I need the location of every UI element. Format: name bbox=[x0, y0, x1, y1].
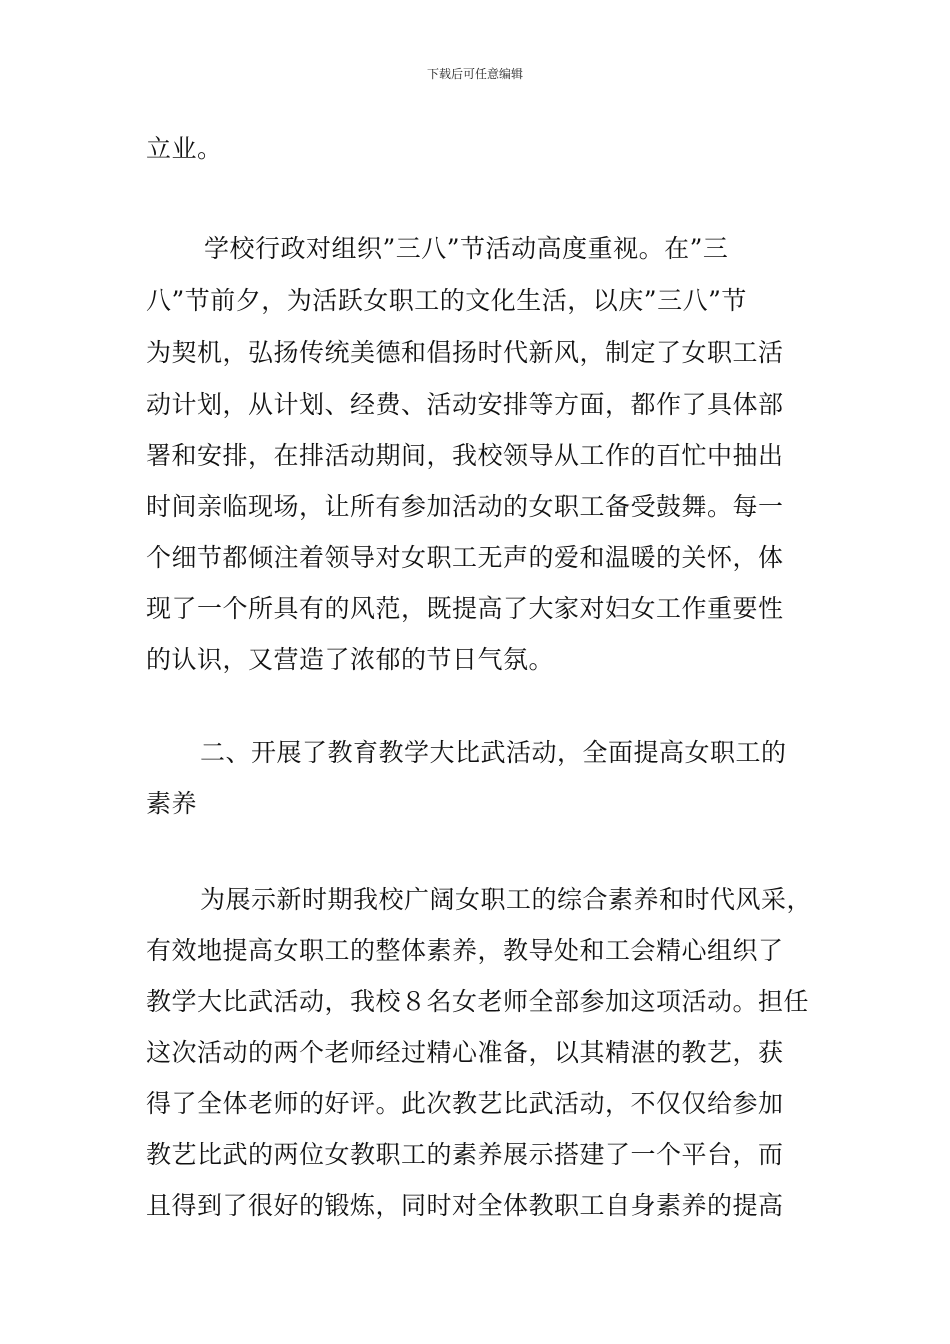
body-line: 教艺比武的两位女教职工的素养展示搭建了一个平台，而 bbox=[146, 1140, 784, 1169]
paragraph-first-line: 为展示新时期我校广阔女职工的综合素养和时代风采， bbox=[200, 885, 813, 914]
body-line: 得了全体老师的好评。此次教艺比武活动，不仅仅给参加 bbox=[146, 1089, 784, 1118]
section-heading: 二、开展了教育教学大比武活动，全面提高女职工的 bbox=[200, 738, 787, 767]
body-line: 的认识，又营造了浓郁的节日气氛。 bbox=[146, 645, 555, 674]
body-line: 署和安排，在排活动期间，我校领导从工作的百忙中抽出 bbox=[146, 441, 784, 470]
body-line: 动计划，从计划、经费、活动安排等方面，都作了具体部 bbox=[146, 390, 784, 419]
body-line: 时间亲临现场，让所有参加活动的女职工备受鼓舞。每一 bbox=[146, 492, 784, 521]
body-line: 教学大比武活动，我校８名女老师全部参加这项活动。担任 bbox=[146, 987, 810, 1016]
section-heading-continuation: 素养 bbox=[146, 789, 198, 818]
body-line: 立业。 bbox=[146, 134, 223, 163]
body-line: 且得到了很好的锻炼，同时对全体教职工自身素养的提高 bbox=[146, 1191, 784, 1220]
body-line: 个细节都倾注着领导对女职工无声的爱和温暖的关怀，体 bbox=[146, 543, 784, 572]
body-line: 为契机，弘扬传统美德和倡扬时代新风，制定了女职工活 bbox=[146, 338, 784, 367]
body-line: 这次活动的两个老师经过精心准备，以其精湛的教艺，获 bbox=[146, 1038, 784, 1067]
body-line: 现了一个所具有的风范，既提高了大家对妇女工作重要性 bbox=[146, 594, 784, 623]
body-line: 八”节前夕，为活跃女职工的文化生活，以庆”三八”节 bbox=[146, 286, 747, 315]
paragraph-first-line: 学校行政对组织”三八”节活动高度重视。在”三 bbox=[204, 234, 729, 263]
page-header: 下载后可任意编辑 bbox=[426, 67, 523, 81]
body-line: 有效地提高女职工的整体素养，教导处和工会精心组织了 bbox=[146, 936, 784, 965]
